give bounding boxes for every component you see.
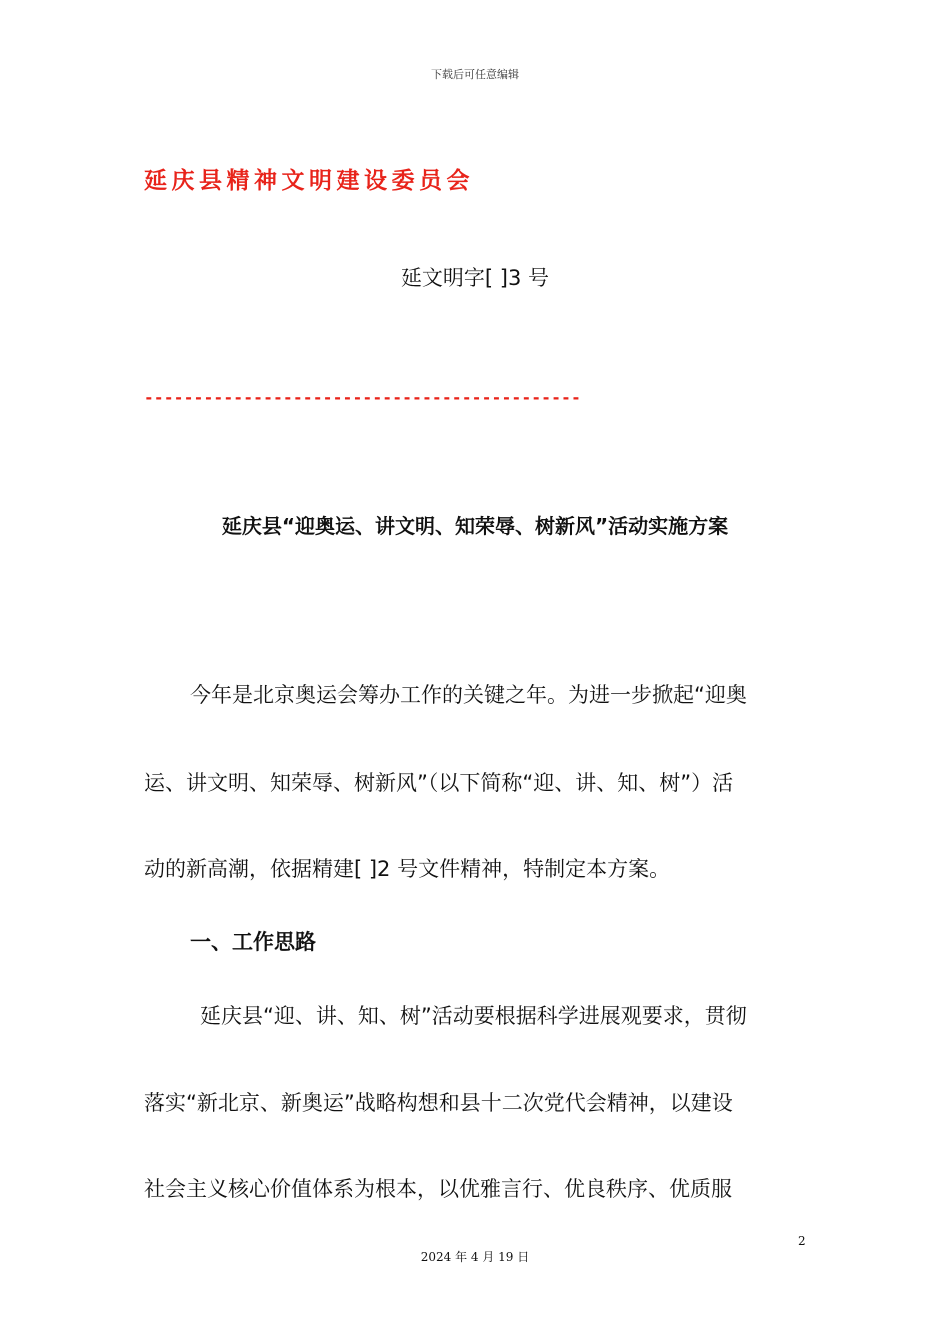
section-1-heading: 一、工作思路 [190, 930, 316, 954]
footer-date: 2024 年 4 月 19 日 [420, 1250, 530, 1264]
paragraph-1-line-3: 动的新高潮，依据精建[ ]2 号文件精神，特制定本方案。 [144, 857, 671, 881]
org-title: 延庆县精神文明建设委员会 [144, 168, 474, 194]
paragraph-1-line-1: 今年是北京奥运会筹办工作的关键之年。为进一步掀起“迎奥 [190, 683, 747, 707]
paragraph-1-line-2: 运、讲文明、知荣辱、树新风”（以下简称“迎、讲、知、树”）活 [144, 771, 734, 795]
document-title: 延庆县“迎奥运、讲文明、知荣辱、树新风”活动实施方案 [221, 514, 729, 538]
red-divider: -------------------------------------------- [144, 388, 582, 407]
paragraph-2-line-2: 落实“新北京、新奥运”战略构想和县十二次党代会精神，以建设 [144, 1091, 733, 1115]
doc-number: 延文明字[ ]3 号 [400, 266, 550, 290]
header-note: 下载后可任意编辑 [431, 68, 519, 81]
page-number: 2 [798, 1234, 806, 1248]
paragraph-2-line-3: 社会主义核心价值体系为根本，以优雅言行、优良秩序、优质服 [144, 1177, 732, 1201]
paragraph-2-line-1: 延庆县“迎、讲、知、树”活动要根据科学进展观要求，贯彻 [200, 1004, 747, 1028]
